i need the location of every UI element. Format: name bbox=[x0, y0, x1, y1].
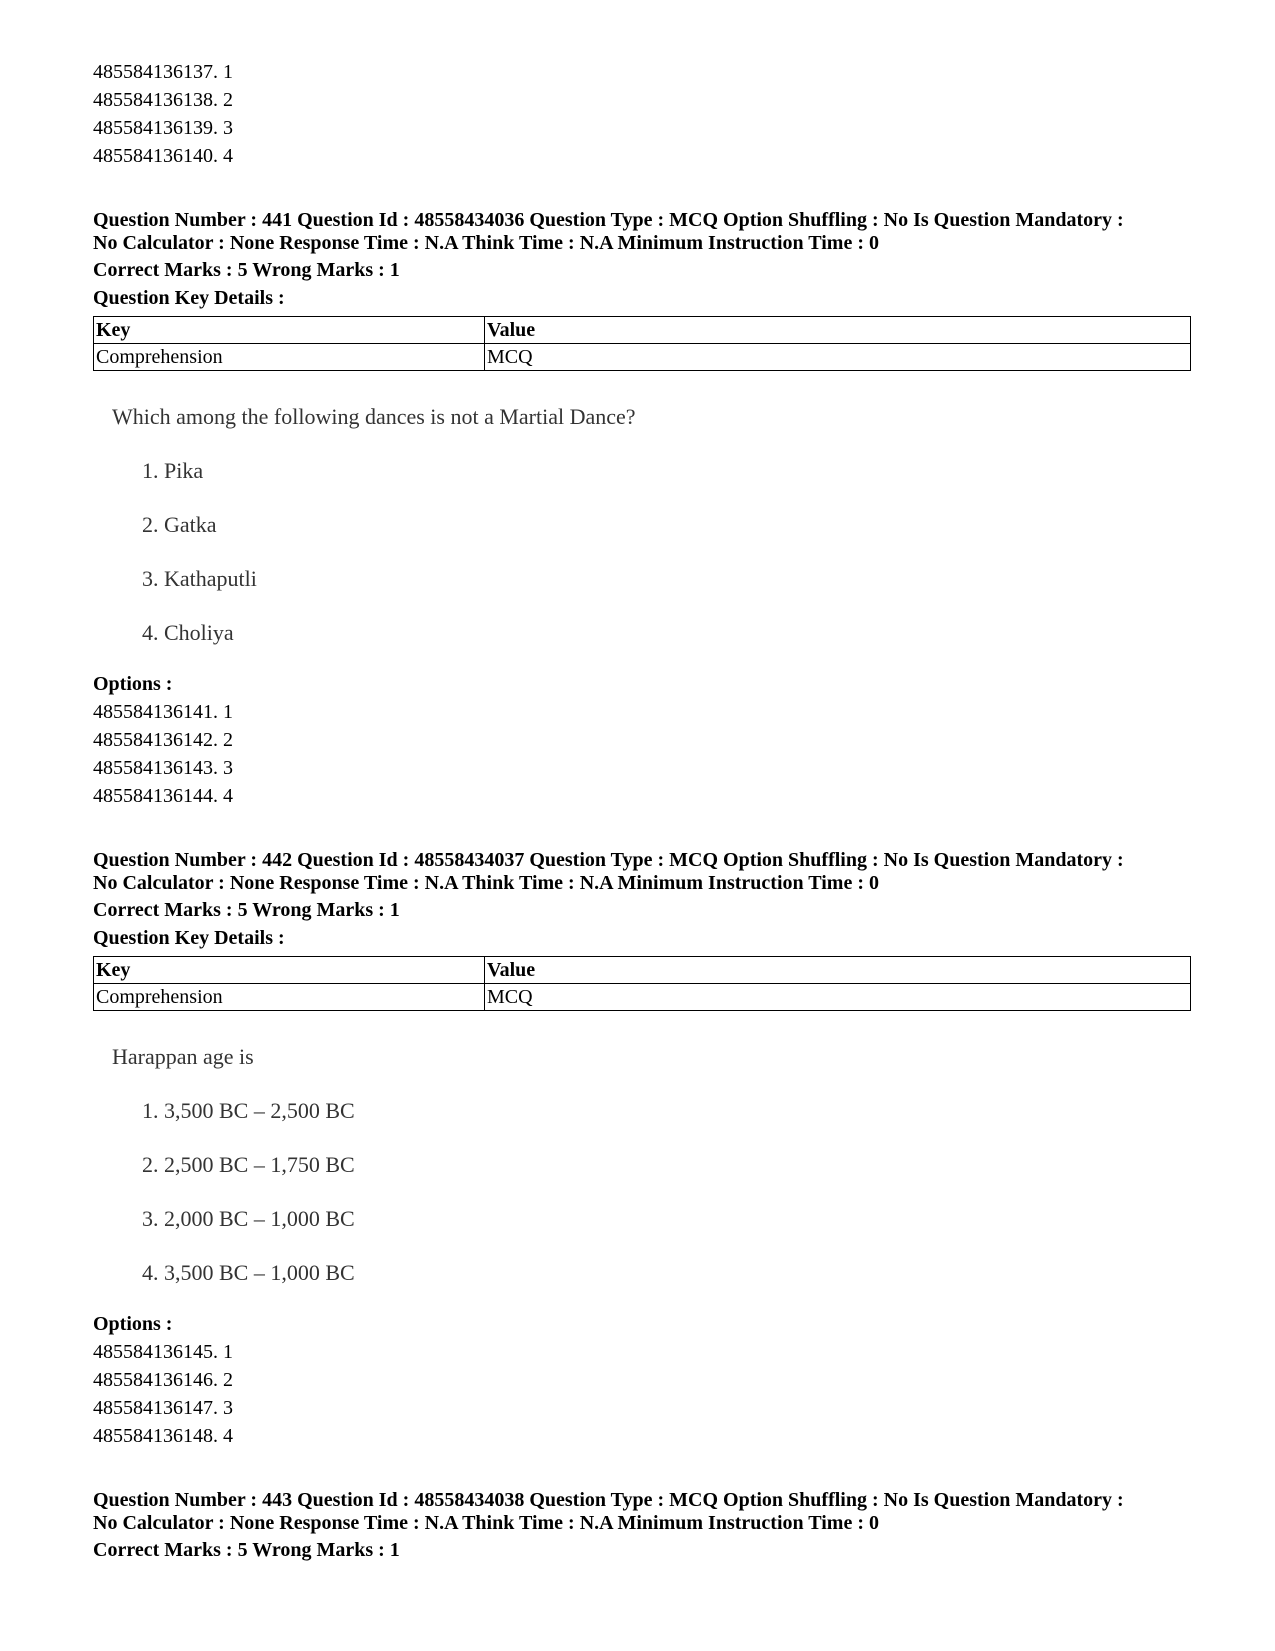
q443-header-line2: No Calculator : None Response Time : N.A Think Time : N.A Minimum Instruction Time : 0 bbox=[93, 1512, 879, 1534]
prev-option-2: 485584136138. 2 bbox=[93, 89, 233, 111]
q441-option-3: 485584136143. 3 bbox=[93, 757, 233, 779]
q443-marks: Correct Marks : 5 Wrong Marks : 1 bbox=[93, 1539, 400, 1561]
q442-option-2: 485584136146. 2 bbox=[93, 1369, 233, 1391]
q441-choice-1: 1. Pika bbox=[142, 458, 204, 483]
q442-option-1: 485584136145. 1 bbox=[93, 1341, 233, 1363]
q442-value-cell: MCQ bbox=[485, 984, 1191, 1011]
q442-choice-1: 1. 3,500 BC – 2,500 BC bbox=[142, 1098, 355, 1123]
q442-key-header: Key bbox=[94, 957, 485, 984]
q441-header-line1: Question Number : 441 Question Id : 48558434036 Question Type : MCQ Option Shuffling : No Is Question Mandatory : bbox=[93, 209, 1124, 231]
q442-options-label: Options : bbox=[93, 1313, 173, 1335]
q441-value-cell: MCQ bbox=[485, 344, 1191, 371]
q441-option-2: 485584136142. 2 bbox=[93, 729, 233, 751]
q442-choice-3: 3. 2,000 BC – 1,000 BC bbox=[142, 1206, 355, 1231]
q441-marks: Correct Marks : 5 Wrong Marks : 1 bbox=[93, 259, 400, 281]
q442-key-table bbox=[93, 956, 1191, 1011]
q442-choice-4: 4. 3,500 BC – 1,000 BC bbox=[142, 1260, 355, 1285]
q441-question-text: Which among the following dances is not a Martial Dance? bbox=[112, 404, 636, 429]
q442-option-4: 485584136148. 4 bbox=[93, 1425, 233, 1447]
q441-key-details-label: Question Key Details : bbox=[93, 287, 285, 309]
q441-options-label: Options : bbox=[93, 673, 173, 695]
q442-question-text: Harappan age is bbox=[112, 1044, 254, 1069]
q441-value-header: Value bbox=[485, 317, 1191, 344]
q442-marks: Correct Marks : 5 Wrong Marks : 1 bbox=[93, 899, 400, 921]
q442-key-details-label: Question Key Details : bbox=[93, 927, 285, 949]
q441-option-1: 485584136141. 1 bbox=[93, 701, 233, 723]
q441-choice-4: 4. Choliya bbox=[142, 620, 234, 645]
q441-choice-3: 3. Kathaputli bbox=[142, 566, 257, 591]
q441-header-line2: No Calculator : None Response Time : N.A Think Time : N.A Minimum Instruction Time : 0 bbox=[93, 232, 879, 254]
q442-key-cell: Comprehension bbox=[94, 984, 485, 1011]
q441-key-table bbox=[93, 316, 1191, 371]
q442-value-header: Value bbox=[485, 957, 1191, 984]
q442-header-line2: No Calculator : None Response Time : N.A Think Time : N.A Minimum Instruction Time : 0 bbox=[93, 872, 879, 894]
prev-option-1: 485584136137. 1 bbox=[93, 61, 233, 83]
prev-option-3: 485584136139. 3 bbox=[93, 117, 233, 139]
q442-choice-2: 2. 2,500 BC – 1,750 BC bbox=[142, 1152, 355, 1177]
q441-choice-2: 2. Gatka bbox=[142, 512, 217, 537]
q441-key-cell: Comprehension bbox=[94, 344, 485, 371]
q443-header-line1: Question Number : 443 Question Id : 48558434038 Question Type : MCQ Option Shuffling : No Is Question Mandatory : bbox=[93, 1489, 1124, 1511]
q441-option-4: 485584136144. 4 bbox=[93, 785, 233, 807]
prev-option-4: 485584136140. 4 bbox=[93, 145, 233, 167]
q441-key-header: Key bbox=[94, 317, 485, 344]
q442-option-3: 485584136147. 3 bbox=[93, 1397, 233, 1419]
q442-header-line1: Question Number : 442 Question Id : 48558434037 Question Type : MCQ Option Shuffling : No Is Question Mandatory : bbox=[93, 849, 1124, 871]
